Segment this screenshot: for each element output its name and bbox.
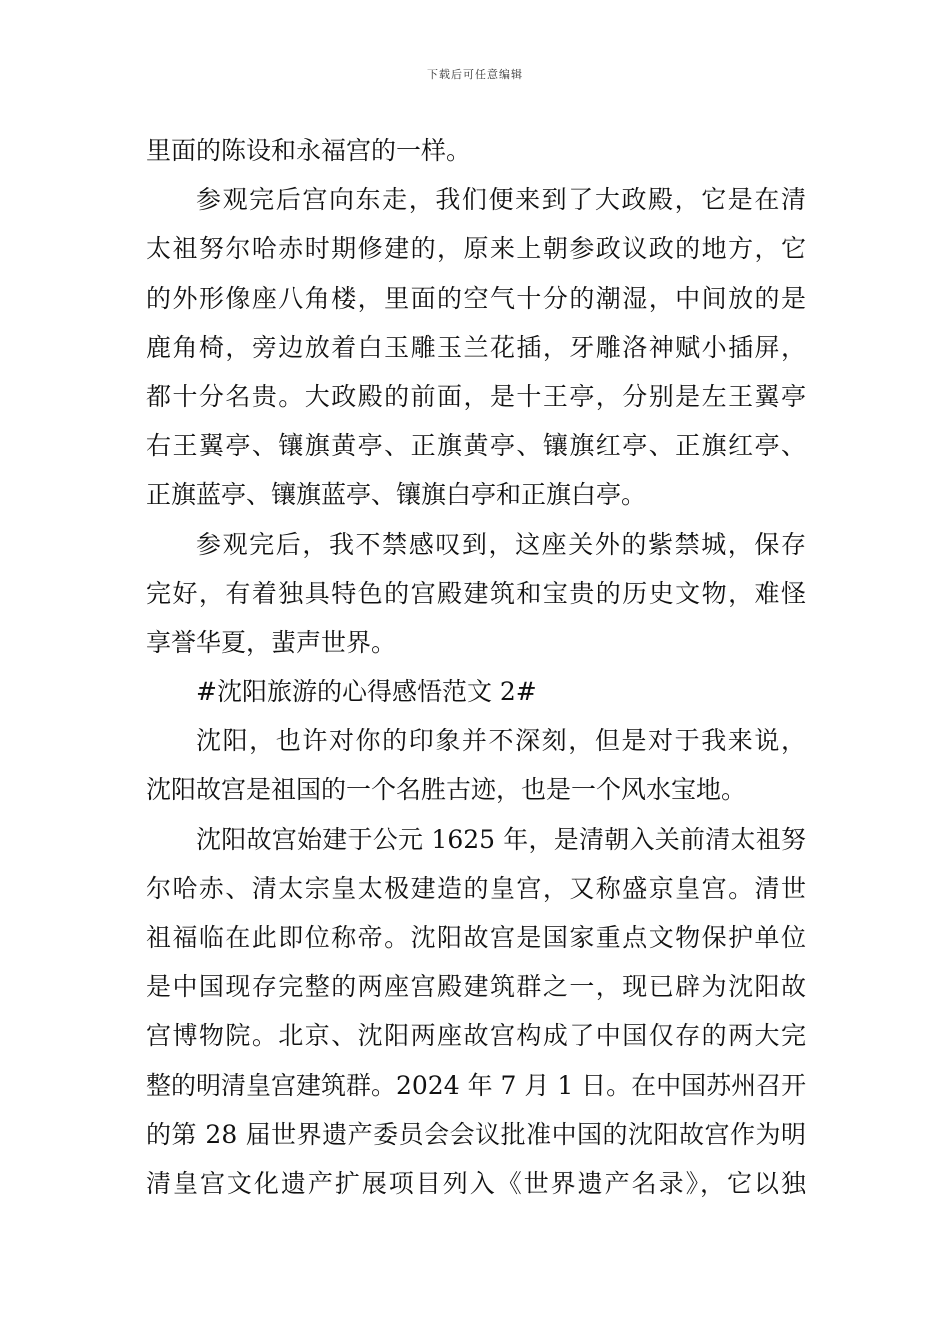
text-line: 参观完后，我不禁感叹到，这座关外的紫禁城，保存	[196, 529, 806, 559]
text-line: 沈阳故宫始建于公元 1625 年，是清朝入关前清太祖努	[196, 824, 806, 854]
text-line: 参观完后宫向东走，我们便来到了大政殿，它是在清	[196, 185, 806, 215]
text-line: 是中国现存完整的两座宫殿建筑群之一，现已辟为沈阳故	[146, 972, 806, 1002]
text-line: 都十分名贵。大政殿的前面，是十王亭，分别是左王翼亭	[146, 381, 806, 411]
text-line: 尔哈赤、清太宗皇太极建造的皇宫，又称盛京皇宫。清世	[146, 873, 806, 903]
text-line: 鹿角椅，旁边放着白玉雕玉兰花插，牙雕洛神赋小插屏，	[146, 332, 806, 362]
text-line: 完好，有着独具特色的宫殿建筑和宝贵的历史文物，难怪	[146, 578, 806, 608]
text-line: 里面的陈设和永福宫的一样。	[146, 136, 472, 165]
text-line: 沈阳故宫是祖国的一个名胜古迹，也是一个风水宝地。	[146, 775, 747, 805]
page-header: 下载后可任意编辑	[427, 68, 523, 81]
text-line: 正旗蓝亭、镶旗蓝亭、镶旗白亭和正旗白亭。	[146, 480, 647, 510]
text-line: 整的明清皇宫建筑群。2024 年 7 月 1 日。在中国苏州召开	[146, 1070, 807, 1100]
text-line: 沈阳，也许对你的印象并不深刻，但是对于我来说，	[196, 726, 806, 756]
text-line: 太祖努尔哈赤时期修建的，原来上朝参政议政的地方，它	[146, 234, 806, 264]
text-line: 的外形像座八角楼，里面的空气十分的潮湿，中间放的是	[146, 283, 806, 313]
text-line: 宫博物院。北京、沈阳两座故宫构成了中国仅存的两大完	[146, 1021, 806, 1051]
section-heading: #沈阳旅游的心得感悟范文 2#	[196, 677, 537, 707]
text-line: 清皇宫文化遗产扩展项目列入《世界遗产名录》，它以独	[146, 1168, 806, 1198]
document-body	[146, 126, 806, 1208]
text-line: 的第 28 届世界遗产委员会会议批准中国的沈阳故宫作为明	[146, 1119, 806, 1149]
text-line: 祖福临在此即位称帝。沈阳故宫是国家重点文物保护单位	[146, 923, 806, 952]
text-line: 右王翼亭、镶旗黄亭、正旗黄亭、镶旗红亭、正旗红亭、	[146, 431, 806, 461]
text-line: 享誉华夏，蜚声世界。	[146, 627, 397, 657]
